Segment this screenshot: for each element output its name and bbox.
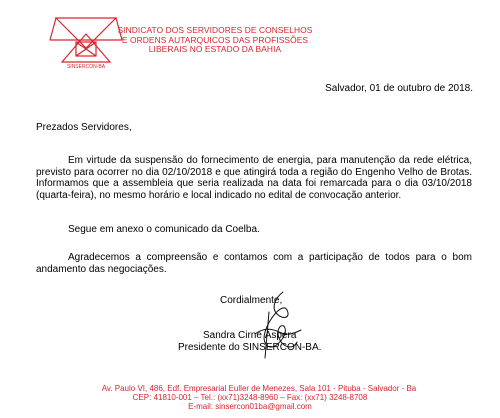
closing: Cordialmente, bbox=[220, 295, 283, 306]
letter-date: Salvador, 01 de outubro de 2018. bbox=[325, 83, 473, 94]
organization-name bbox=[105, 26, 325, 55]
signer-title: Presidente do SINSERCON-BA. bbox=[178, 342, 322, 353]
signer-name: Sandra Cirne Áspera bbox=[203, 330, 297, 341]
footer-contact: CEP: 41810-001 – Tel.: (xx71)3248-8960 – Fax: (xx71) 3248-8708 bbox=[132, 393, 368, 402]
org-line: SINDICATO DOS SERVIDORES DE CONSELHOS bbox=[117, 25, 313, 35]
footer-email: E-mail: sinsercon01ba@gmail.com bbox=[188, 402, 312, 411]
logo-text: SINSERCON-BA bbox=[66, 64, 106, 70]
footer-address-text: Av. Paulo VI, 486, Edf. Empresarial Euller de Menezes, Sala 101 - Pituba - Salvador - Ba bbox=[101, 384, 417, 393]
paragraph-thanks: Agradecemos a compreensão e contamos com a participação de todos para o bom andamento das negociações. bbox=[36, 252, 472, 275]
paragraph-notice: Em virtude da suspensão do fornecimento de energia, para manutenção da rede elétrica, previsto para ocorrer no dia 02/10/2018 e que atingirá toda a região do Engenho Velho de Brotas. Informamos que a assembleia que seria realizada na data foi remarcada para o dia 03/10/2018 (quarta-feira), no mesmo horário e local indicado no edital de convocação anterior. bbox=[36, 155, 472, 202]
greeting: Prezados Servidores, bbox=[36, 122, 132, 133]
org-line: E ORDENS AUTARQUICOS DAS PROFISSÕES bbox=[121, 34, 309, 45]
org-line: LIBERAIS NO ESTADO DA BAHIA bbox=[148, 44, 282, 55]
footer-address bbox=[0, 384, 500, 393]
paragraph-attachment: Segue em anexo o comunicado da Coelba. bbox=[68, 224, 260, 235]
